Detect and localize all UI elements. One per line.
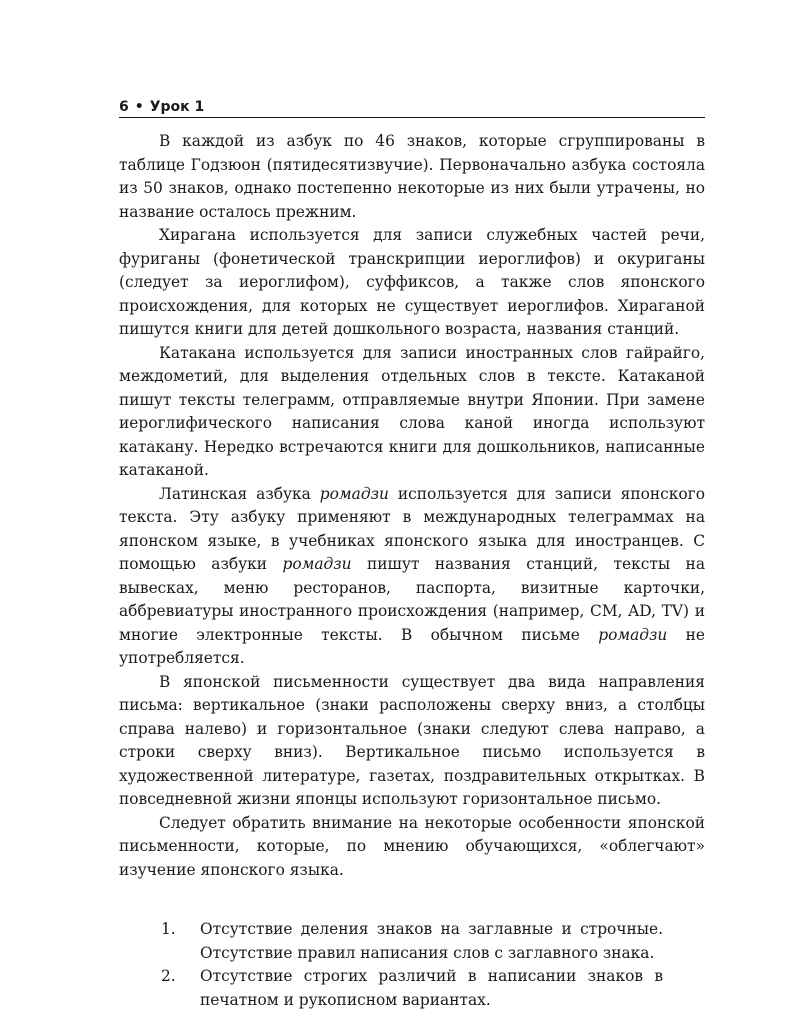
paragraph-katakana: Катакана используется для записи иностранных слов гайрайго, междометий, для выделения отдельных слов в тексте. Катаканой пишут тексты телеграмм, отправляемые внутри Японии. При замене иероглифического написания слова каной иногда используют катакану. Нередко встречаются книги для дошкольников, написанные катаканой. <box>119 343 705 479</box>
book-page <box>119 96 705 1012</box>
page-number: 6 <box>119 99 129 115</box>
emphasis-romaji: ромадзи <box>282 555 352 573</box>
text-run: не употребляется. <box>119 625 706 667</box>
list-item-text: Отсутствие строгих различий в написании знаков в печатном и рукописном вариантах. <box>200 967 663 1009</box>
paragraph-features-intro: Следует обратить внимание на некоторые особенности японской письменности, которые, по мнению обучающихся, «облегчают» изучение японского языка. <box>119 813 705 879</box>
list-item-number: 1. <box>161 920 176 938</box>
emphasis-romaji: ромадзи <box>319 484 389 503</box>
paragraph-writing-direction: В японской письменности существует два вида направления письма: вертикальное (знаки расположены сверху вниз, а столбцы справа налево) и горизонтальное (знаки следуют слева направо, а строки сверху вниз). Вертикальное письмо используется в художественной литературе, газетах, поздравительных открытках. В повседневной жизни японцы используют горизонтальное письмо. <box>119 672 705 808</box>
list-item-number: 2. <box>161 967 176 985</box>
running-header <box>119 96 705 118</box>
section-title: Урок 1 <box>149 99 205 115</box>
header-separator: • <box>134 99 144 115</box>
list-item <box>119 918 705 965</box>
body-text <box>119 130 705 1012</box>
list-item <box>119 965 705 1012</box>
text-run: Латинская азбука <box>159 484 320 503</box>
features-list <box>119 918 705 1012</box>
list-item-text: Отсутствие деления знаков на заглавные и строчные. Отсутствие правил написания слов с заглавного знака. <box>200 920 663 962</box>
paragraph-romaji <box>119 483 705 671</box>
emphasis-romaji: ромадзи <box>598 625 668 644</box>
paragraph-azbuka-count: В каждой из азбук по 46 знаков, которые сгруппированы в таблице Годзюон (пятидесятизвучие). Первоначально азбука состояла из 50 знаков, однако постепенно некоторые из них были утрачены, но название осталось прежним. <box>119 132 705 221</box>
paragraph-hiragana: Хирагана используется для записи служебных частей речи, фуриганы (фонетической транскрипции иероглифов) и окуриганы (следует за иероглифом), суффиксов, а также слов японского происхождения, для которых не существует иероглифов. Хираганой пишутся книги для детей дошкольного возраста, названия станций. <box>119 226 705 338</box>
text-run: пишут названия станций, тексты на вывесках, меню ресторанов, паспорта, визитные карточки, аббревиатуры иностранного происхождения (например, CM, AD, TV) и многие электронные тексты. В обычном письме <box>119 555 705 644</box>
text-run: используется для записи японского текста. Эту азбуку применяют в международных телеграммах на японском языке, в учебниках японского языка для иностранцев. С помощью азбуки <box>119 484 705 573</box>
